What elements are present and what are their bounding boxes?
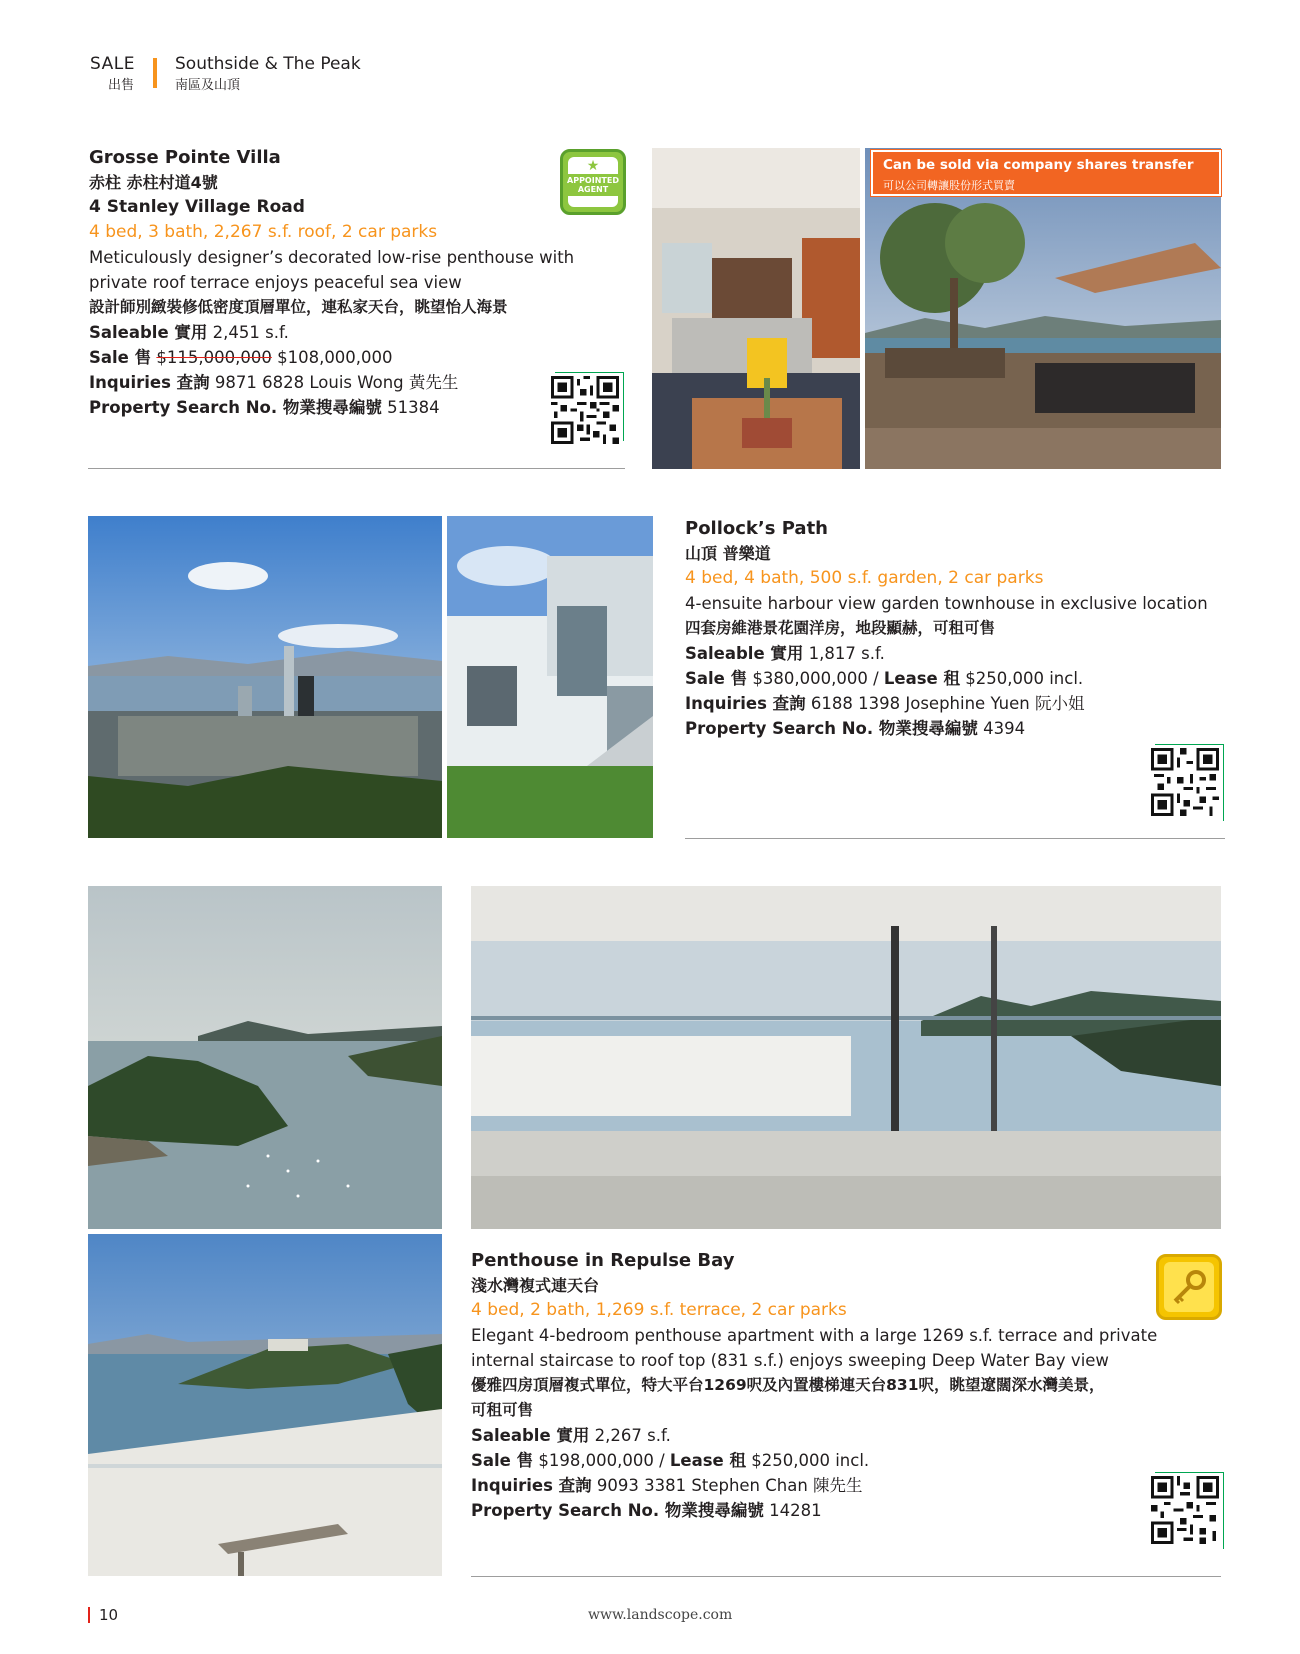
search-value: 4394 — [983, 719, 1026, 738]
inquiries-label: Inquiries 查詢 — [471, 1476, 592, 1495]
qr-code-icon[interactable] — [1151, 748, 1219, 816]
search-label: Property Search No. 物業搜尋編號 — [471, 1501, 764, 1520]
search-value: 14281 — [769, 1501, 822, 1520]
listing-address-zh: 山頂 普樂道 — [685, 544, 771, 563]
saleable-row — [89, 320, 609, 345]
saleable-row — [685, 641, 1225, 666]
sale-row — [471, 1448, 1171, 1473]
area-label-zh: 南區及山頂 — [175, 78, 241, 93]
search-row — [471, 1498, 1171, 1523]
listing-desc-en: Meticulously designer’s decorated low-rise penthouse with — [89, 248, 575, 267]
inquiries-row — [471, 1473, 1171, 1498]
sale-value: $198,000,000 / — [538, 1451, 665, 1470]
search-value: 51384 — [387, 398, 440, 417]
inquiries-value: 9093 3381 Stephen Chan 陳先生 — [596, 1476, 863, 1495]
listing-address-zh: 淺水灣複式連天台 — [471, 1276, 600, 1295]
living-room-photo — [652, 148, 860, 469]
listing-title: Penthouse in Repulse Bay — [471, 1250, 735, 1271]
listing-desc-zh: 優雅四房頂層複式單位，特大平台1269呎及內置樓梯連天台831呎，眺望遼闊深水灣美景， — [471, 1376, 1105, 1394]
saleable-value: 2,267 s.f. — [594, 1426, 671, 1445]
footer-divider — [88, 1607, 90, 1623]
townhouse-photo — [447, 516, 653, 838]
terrace-sea-view-photo — [88, 1234, 442, 1576]
page-number: 10 — [99, 1606, 119, 1624]
listing-desc-zh: 四套房維港景花園洋房，地段顯赫，可租可售 — [685, 619, 996, 637]
sale-label: Sale 售 — [89, 348, 152, 367]
harbour-view-photo — [88, 516, 442, 838]
listing-desc-zh: 可租可售 — [471, 1401, 534, 1419]
listing-title: Pollock’s Path — [685, 518, 828, 539]
listing-features: 4 bed, 4 bath, 500 s.f. garden, 2 car parks — [685, 568, 1044, 588]
penthouse-interior-photo — [471, 886, 1221, 1229]
sale-value: $380,000,000 / — [752, 669, 879, 688]
inquiries-value: 9871 6828 Louis Wong 黃先生 — [214, 373, 459, 392]
saleable-value: 1,817 s.f. — [808, 644, 885, 663]
search-row — [89, 395, 609, 420]
divider — [471, 1576, 1221, 1577]
listing-desc-en: Elegant 4-bedroom penthouse apartment with a large 1269 s.f. terrace and private — [471, 1326, 1158, 1345]
saleable-label: Saleable 實用 — [685, 644, 804, 663]
inquiries-row — [685, 691, 1225, 716]
lease-label: Lease 租 — [883, 669, 960, 688]
divider — [88, 468, 625, 469]
qr-code-icon[interactable] — [1151, 1476, 1219, 1544]
saleable-label: Saleable 實用 — [89, 323, 208, 342]
listing-features: 4 bed, 3 bath, 2,267 s.f. roof, 2 car parks — [89, 222, 438, 242]
sale-label: Sale 售 — [685, 669, 748, 688]
saleable-row — [471, 1423, 1171, 1448]
inquiries-label: Inquiries 查詢 — [685, 694, 806, 713]
sale-old-price: $115,000,000 — [156, 348, 272, 367]
listing-desc-en: internal staircase to roof top (831 s.f.) enjoys sweeping Deep Water Bay view — [471, 1351, 1109, 1370]
listing-address-zh: 赤柱 赤柱村道4號 — [89, 173, 218, 192]
company-transfer-banner — [871, 150, 1221, 196]
badge-text: APPOINTED AGENT — [563, 174, 623, 196]
banner-text-en: Can be sold via company shares transfer — [883, 157, 1194, 173]
listing-features: 4 bed, 2 bath, 1,269 s.f. terrace, 2 car parks — [471, 1300, 847, 1320]
listing-address-en: 4 Stanley Village Road — [89, 197, 305, 217]
key-badge — [1156, 1254, 1222, 1320]
bay-aerial-photo — [88, 886, 442, 1229]
header-divider — [153, 58, 157, 88]
lease-value: $250,000 incl. — [965, 669, 1084, 688]
roof-terrace-photo — [865, 148, 1221, 469]
inquiries-label: Inquiries 查詢 — [89, 373, 210, 392]
sale-row — [685, 666, 1225, 691]
section-label-zh: 出售 — [108, 78, 135, 93]
inquiries-value: 6188 1398 Josephine Yuen 阮小姐 — [810, 694, 1085, 713]
search-row — [685, 716, 1225, 741]
area-label: Southside & The Peak — [175, 54, 361, 74]
key-icon — [1169, 1267, 1209, 1307]
divider — [685, 838, 1225, 839]
listing-grosse-pointe — [89, 145, 609, 420]
footer-url-link[interactable]: www.landscope.com — [588, 1607, 733, 1623]
listing-desc-en: private roof terrace enjoys peaceful sea view — [89, 273, 462, 292]
appointed-agent-badge — [560, 149, 626, 215]
listing-pollocks-path — [685, 516, 1225, 741]
section-label: SALE — [90, 54, 135, 74]
qr-code-icon[interactable] — [551, 376, 619, 444]
saleable-label: Saleable 實用 — [471, 1426, 590, 1445]
saleable-value: 2,451 s.f. — [212, 323, 289, 342]
lease-label: Lease 租 — [669, 1451, 746, 1470]
sale-new-price: $108,000,000 — [277, 348, 393, 367]
listing-title: Grosse Pointe Villa — [89, 147, 281, 168]
lease-value: $250,000 incl. — [751, 1451, 870, 1470]
listing-desc-en: 4-ensuite harbour view garden townhouse in exclusive location — [685, 594, 1208, 613]
listing-desc-zh: 設計師別緻裝修低密度頂層單位，連私家天台，眺望怡人海景 — [89, 298, 508, 316]
banner-text-zh: 可以公司轉讓股份形式買賣 — [883, 179, 1015, 192]
listing-repulse-bay-penthouse — [471, 1248, 1171, 1523]
star-icon: ★ — [586, 158, 600, 174]
search-label: Property Search No. 物業搜尋編號 — [89, 398, 382, 417]
inquiries-row — [89, 370, 609, 395]
sale-label: Sale 售 — [471, 1451, 534, 1470]
sale-row — [89, 345, 609, 370]
search-label: Property Search No. 物業搜尋編號 — [685, 719, 978, 738]
